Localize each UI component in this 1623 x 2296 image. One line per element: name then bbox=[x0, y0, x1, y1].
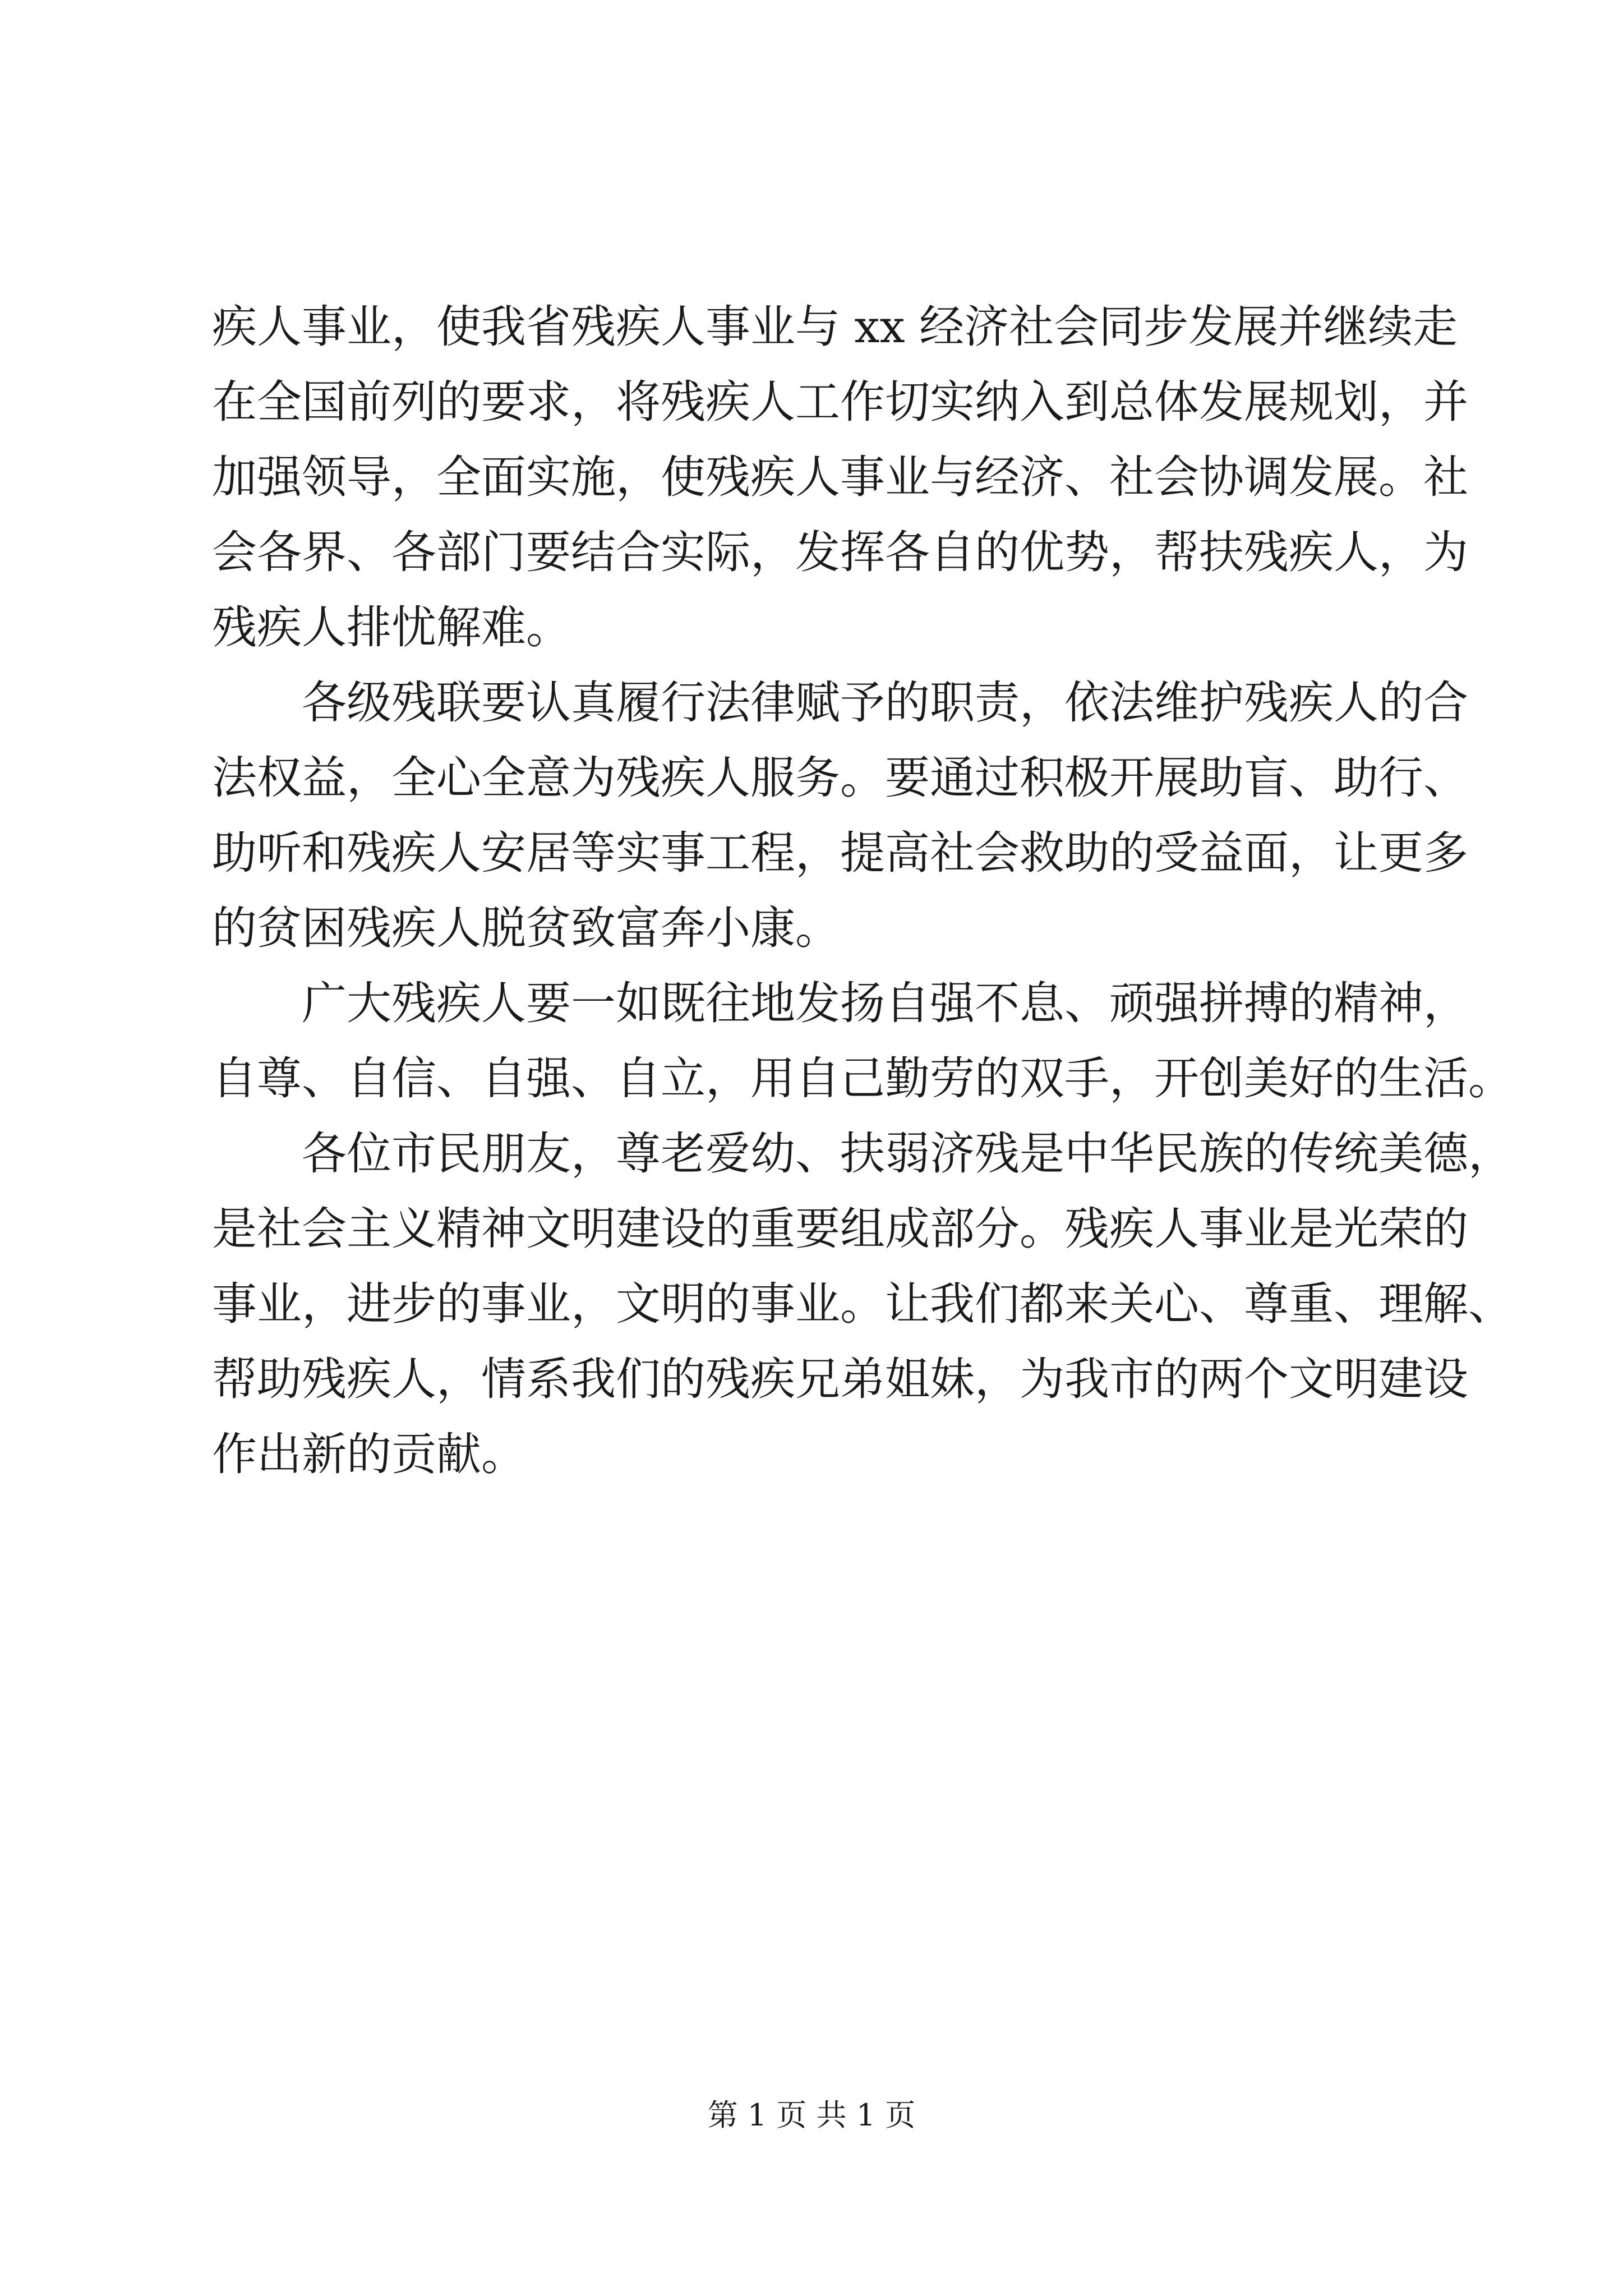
text-line: 是社会主义精神文明建设的重要组成部分。残疾人事业是光荣的 bbox=[212, 1203, 1468, 1255]
text-line: 各级残联要认真履行法律赋予的职责，依法维护残疾人的合 bbox=[302, 677, 1468, 729]
text-line: 助听和残疾人安居等实事工程，提高社会救助的受益面，让更多 bbox=[212, 827, 1468, 879]
paragraph-3 bbox=[212, 966, 1513, 1116]
text-line: 事业，进步的事业，文明的事业。让我们都来关心、尊重、理解、 bbox=[212, 1278, 1513, 1330]
text-line: 自尊、自信、自强、自立，用自己勤劳的双手，开创美好的生活。 bbox=[212, 1052, 1513, 1105]
text-line: 疾人事业，使我省残疾人事业与 xx 经济社会同步发展并继续走 bbox=[212, 301, 1458, 353]
text-line: 残疾人排忧解难。 bbox=[212, 601, 571, 654]
text-line: 的贫困残疾人脱贫致富奔小康。 bbox=[212, 902, 840, 954]
text-line: 法权益，全心全意为残疾人服务。要通过积极开展助盲、助行、 bbox=[212, 752, 1468, 804]
text-line: 帮助残疾人，情系我们的残疾兄弟姐妹，为我市的两个文明建设 bbox=[212, 1353, 1468, 1405]
text-line: 广大残疾人要一如既往地发扬自强不息、顽强拼搏的精神， bbox=[302, 977, 1468, 1029]
text-line: 会各界、各部门要结合实际，发挥各自的优势，帮扶残疾人，为 bbox=[212, 526, 1468, 578]
text-line: 在全国前列的要求，将残疾人工作切实纳入到总体发展规划，并 bbox=[212, 376, 1468, 428]
document-body bbox=[212, 289, 1513, 1492]
paragraph-1 bbox=[212, 289, 1468, 665]
paragraph-4 bbox=[212, 1116, 1513, 1492]
text-line: 各位市民朋友，尊老爱幼、扶弱济残是中华民族的传统美德， bbox=[302, 1128, 1513, 1180]
page-number-footer: 第 1 页 共 1 页 bbox=[707, 2097, 916, 2133]
text-line: 作出新的贡献。 bbox=[212, 1428, 526, 1480]
paragraph-2 bbox=[212, 665, 1468, 966]
text-line: 加强领导，全面实施，使残疾人事业与经济、社会协调发展。社 bbox=[212, 451, 1468, 503]
